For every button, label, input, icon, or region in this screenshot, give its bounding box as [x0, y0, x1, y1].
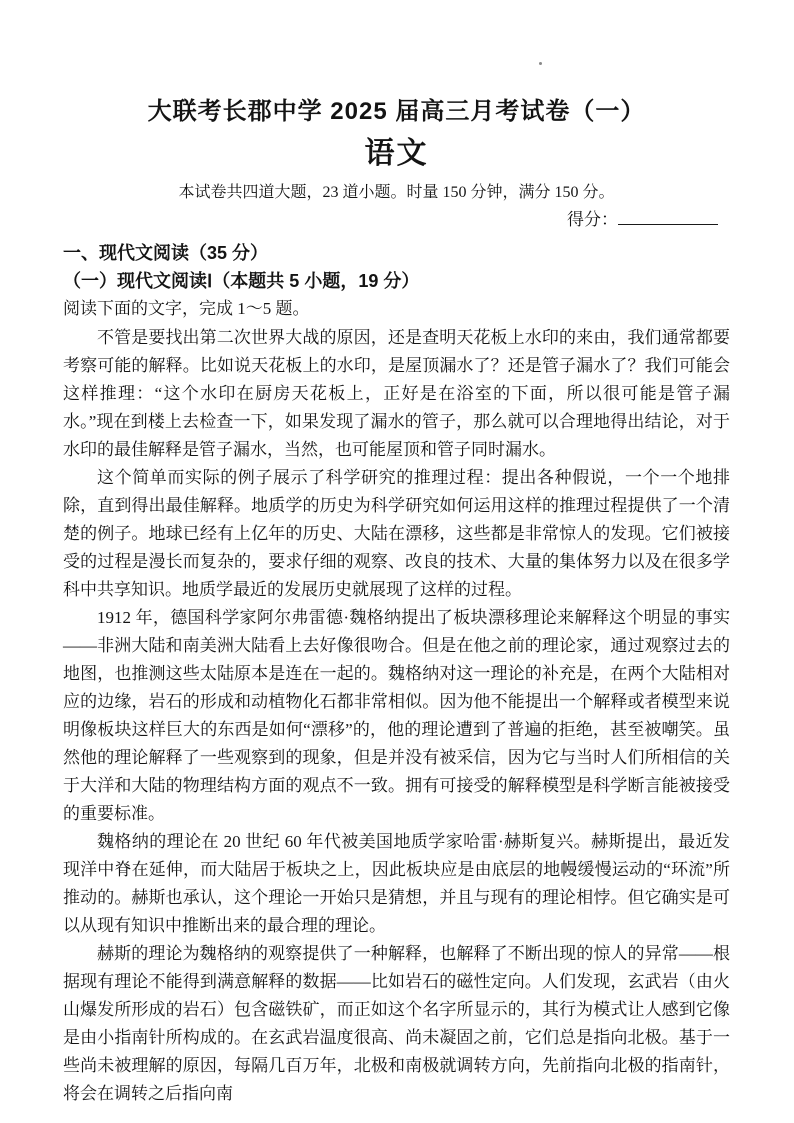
passage-paragraph-2: 这个简单而实际的例子展示了科学研究的推理过程：提出各种假说，一个一个地排除，直到得出最佳解释。地质学的历史为科学研究如何运用这样的推理过程提供了一个清楚的例子。地球已经有上亿年的历史、大陆在漂移，这些都是非常惊人的发现。它们被接受的过程是漫长而复杂的，要求仔细的观察、改良的技术、大量的集体努力以及在很多学科中共享知识。地质学最近的发展历史就展现了这样的过程。 — [63, 468, 730, 599]
passage-paragraph-4: 魏格纳的理论在 20 世纪 60 年代被美国地质学家哈雷·赫斯复兴。赫斯提出，最近发现洋中脊在延伸，而大陆居于板块之上，因此板块应是由底层的地幔缓慢运动的“环流”所推动的。赫斯也承认，这个理论一开始只是猜想，并且与现有的理论相悖。但它确实是可以从现有知识中推断出来的最合理的理论。 — [63, 832, 730, 935]
score-label: 得分： — [567, 210, 618, 229]
page-artifact-dot — [539, 62, 542, 65]
score-blank-underline — [618, 210, 718, 225]
subject-title: 语文 — [364, 137, 429, 170]
subsection-heading-reading-one: （一）现代文阅读Ⅰ（本题共 5 小题，19 分） — [63, 271, 420, 291]
exam-title: 大联考长郡中学 2025 届高三月考试卷（一） — [147, 98, 646, 125]
passage-paragraph-1: 不管是要找出第二次世界大战的原因，还是查明天花板上水印的来由，我们通常都要考察可能的解释。比如说天花板上的水印，是屋顶漏水了？还是管子漏水了？我们可能会这样推理：“这个水印在厨房天花板上，正好是在浴室的下面，所以很可能是管子漏水。”现在到楼上去检查一下，如果发现了漏水的管子，那么就可以合理地得出结论，对于水印的最佳解释是管子漏水，当然，也可能屋顶和管子同时漏水。 — [63, 328, 730, 459]
score-line — [63, 208, 718, 232]
passage-paragraph-5: 赫斯的理论为魏格纳的观察提供了一种解释，也解释了不断出现的惊人的异常——根据现有理论不能得到满意解释的数据——比如岩石的磁性定向。人们发现，玄武岩（由火山爆发所形成的岩石）包含磁铁矿，而正如这个名字所显示的，其行为模式让人感到它像是由小指南针所构成的。在玄武岩温度很高、尚未凝固之前，它们总是指向北极。基于一些尚未被理解的原因，每隔几百万年，北极和南极就调转方向，先前指向北极的指南针，将会在调转之后指向南 — [63, 944, 730, 1103]
passage-paragraph-3: 1912 年，德国科学家阿尔弗雷德·魏格纳提出了板块漂移理论来解释这个明显的事实——非洲大陆和南美洲大陆看上去好像很吻合。但是在他之前的理论家，通过观察过去的地图，也推测这些太陆原本是连在一起的。魏格纳对这一理论的补充是，在两个大陆相对应的边缘，岩石的形成和动植物化石都非常相似。因为他不能提出一个解释或者模型来说明像板块这样巨大的东西是如何“漂移”的，他的理论遭到了普遍的拒绝，甚至被嘲笑。虽然他的理论解释了一些观察到的现象，但是并没有被采信，因为它与当时人们所相信的关于大洋和大陆的物理结构方面的观点不一致。拥有可接受的解释模型是科学断言能被接受的重要标准。 — [63, 608, 730, 823]
exam-info-line: 本试卷共四道大题，23 道小题。时量 150 分钟，满分 150 分。 — [178, 184, 615, 201]
section-heading-modern-reading: 一、现代文阅读（35 分） — [63, 243, 269, 263]
reading-instruction: 阅读下面的文字，完成 1～5 题。 — [63, 299, 310, 318]
reading-passage — [63, 324, 730, 1108]
